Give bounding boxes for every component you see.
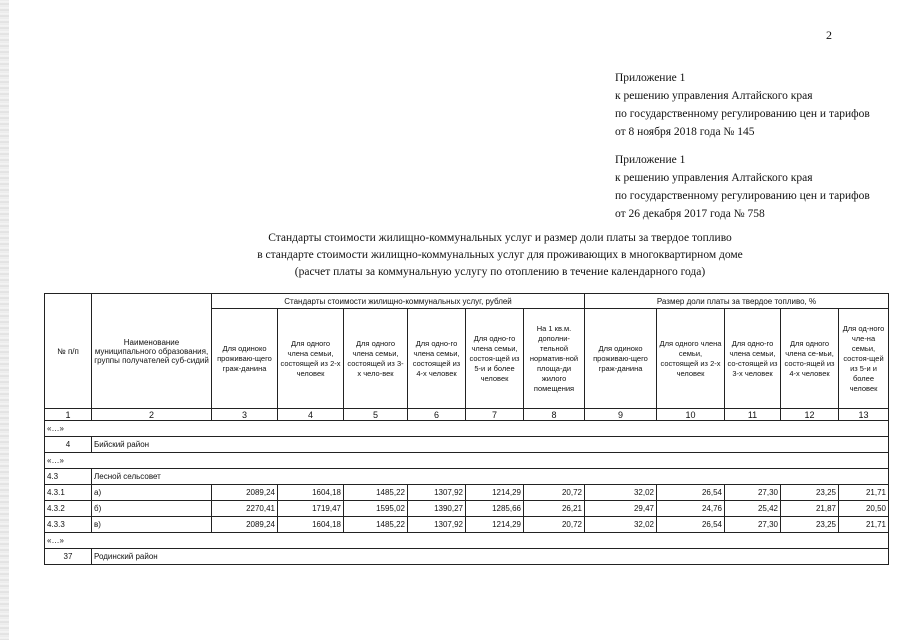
value-cell: 29,47 <box>585 501 657 517</box>
title-line: (расчет платы за коммунальную услугу по отоплению в течение календарного года) <box>294 266 706 278</box>
value-cell: 1595,02 <box>344 501 408 517</box>
row-name: б) <box>92 501 212 517</box>
table-row <box>45 517 889 533</box>
value-cell: 25,42 <box>725 501 781 517</box>
section-name: Родинский район <box>92 549 889 565</box>
value-cell: 1485,22 <box>344 517 408 533</box>
header-row-number: № п/п <box>45 294 92 409</box>
appendix-line: Приложение 1 <box>615 72 686 84</box>
tariff-table <box>44 293 889 565</box>
page-number: 2 <box>826 28 832 42</box>
column-number: 11 <box>725 409 781 421</box>
title-line: Стандарты стоимости жилищно-коммунальных услуг и размер доли платы за твердое топливо <box>268 232 732 244</box>
header-group-standards: Стандарты стоимости жилищно-коммунальных услуг, рублей <box>212 294 585 309</box>
value-cell: 1307,92 <box>408 485 466 501</box>
section-number: 37 <box>45 549 92 565</box>
value-cell: 1604,18 <box>278 517 344 533</box>
document-title <box>150 230 850 281</box>
value-cell: 1604,18 <box>278 485 344 501</box>
header-col-8: На 1 кв.м. дополни-тельной норматив-ной площа-ди жилого помещения <box>524 309 585 409</box>
appendix-line: по государственному регулированию цен и тарифов <box>615 108 870 120</box>
header-col-6: Для одно-го члена семьи, состоящей из 4-х человек <box>408 309 466 409</box>
value-cell: 1307,92 <box>408 517 466 533</box>
ellipsis-cell: «…» <box>45 421 889 437</box>
header-group-fuel-share: Размер доли платы за твердое топливо, % <box>585 294 889 309</box>
value-cell: 1214,29 <box>466 517 524 533</box>
value-cell: 26,21 <box>524 501 585 517</box>
value-cell: 20,72 <box>524 485 585 501</box>
column-number: 6 <box>408 409 466 421</box>
header-col-9: Для одиноко проживаю-щего граж-данина <box>585 309 657 409</box>
ellipsis-cell: «…» <box>45 453 889 469</box>
value-cell: 1390,27 <box>408 501 466 517</box>
section-row <box>45 549 889 565</box>
value-cell: 1485,22 <box>344 485 408 501</box>
ellipsis-cell: «…» <box>45 533 889 549</box>
column-number: 12 <box>781 409 839 421</box>
value-cell: 27,30 <box>725 517 781 533</box>
section-row <box>45 469 889 485</box>
value-cell: 21,71 <box>839 517 889 533</box>
appendix-line: от 26 декабря 2017 года № 758 <box>615 208 765 220</box>
header-col-12: Для одного члена се-мьи, состо-ящей из 4-х человек <box>781 309 839 409</box>
value-cell: 1285,66 <box>466 501 524 517</box>
column-number: 13 <box>839 409 889 421</box>
table-row <box>45 485 889 501</box>
value-cell: 2270,41 <box>212 501 278 517</box>
column-number: 1 <box>45 409 92 421</box>
row-name: а) <box>92 485 212 501</box>
column-number: 9 <box>585 409 657 421</box>
scan-edge <box>0 0 9 640</box>
row-number: 4.3.1 <box>45 485 92 501</box>
value-cell: 20,50 <box>839 501 889 517</box>
column-number: 7 <box>466 409 524 421</box>
row-name: в) <box>92 517 212 533</box>
value-cell: 26,54 <box>657 485 725 501</box>
appendix-line: Приложение 1 <box>615 154 686 166</box>
value-cell: 21,87 <box>781 501 839 517</box>
section-row <box>45 437 889 453</box>
value-cell: 2089,24 <box>212 517 278 533</box>
column-number: 2 <box>92 409 212 421</box>
value-cell: 21,71 <box>839 485 889 501</box>
appendix-line: по государственному регулированию цен и тарифов <box>615 190 870 202</box>
title-line: в стандарте стоимости жилищно-коммунальных услуг для проживающих в многоквартирном доме <box>257 249 743 261</box>
section-number: 4.3 <box>45 469 92 485</box>
column-number: 10 <box>657 409 725 421</box>
ellipsis-row <box>45 453 889 469</box>
appendix-line: к решению управления Алтайского края <box>615 172 813 184</box>
ellipsis-row <box>45 533 889 549</box>
row-number: 4.3.2 <box>45 501 92 517</box>
header-col-5: Для одного члена семьи, состоящей из 3-х чело-век <box>344 309 408 409</box>
column-number: 3 <box>212 409 278 421</box>
value-cell: 23,25 <box>781 485 839 501</box>
value-cell: 23,25 <box>781 517 839 533</box>
ellipsis-row <box>45 421 889 437</box>
value-cell: 20,72 <box>524 517 585 533</box>
row-number: 4.3.3 <box>45 517 92 533</box>
header-col-3: Для одиноко проживаю-щего граж-данина <box>212 309 278 409</box>
header-col-7: Для одно-го члена семьи, состоя-щей из 5-и и более человек <box>466 309 524 409</box>
column-number-row <box>45 409 889 421</box>
value-cell: 32,02 <box>585 485 657 501</box>
appendix-line: от 8 ноября 2018 года № 145 <box>615 126 755 138</box>
section-name: Бийский район <box>92 437 889 453</box>
section-name: Лесной сельсовет <box>92 469 889 485</box>
header-col-13: Для од-ного чле-на семьи, состоя-щей из 5-и и более человек <box>839 309 889 409</box>
appendix-block-2 <box>615 151 870 223</box>
value-cell: 1719,47 <box>278 501 344 517</box>
column-number: 5 <box>344 409 408 421</box>
value-cell: 2089,24 <box>212 485 278 501</box>
appendix-line: к решению управления Алтайского края <box>615 90 813 102</box>
column-number: 4 <box>278 409 344 421</box>
value-cell: 1214,29 <box>466 485 524 501</box>
header-col-4: Для одного члена семьи, состоящей из 2-х человек <box>278 309 344 409</box>
value-cell: 27,30 <box>725 485 781 501</box>
value-cell: 24,76 <box>657 501 725 517</box>
column-number: 8 <box>524 409 585 421</box>
table-row <box>45 501 889 517</box>
value-cell: 26,54 <box>657 517 725 533</box>
header-municipality: Наименование муниципального образования, группы получателей суб-сидий <box>92 294 212 409</box>
value-cell: 32,02 <box>585 517 657 533</box>
header-col-10: Для одного члена семьи, состоящей из 2-х человек <box>657 309 725 409</box>
appendix-block-1 <box>615 69 870 141</box>
section-number: 4 <box>45 437 92 453</box>
header-col-11: Для одно-го члена семьи, со-стоящей из 3-х человек <box>725 309 781 409</box>
